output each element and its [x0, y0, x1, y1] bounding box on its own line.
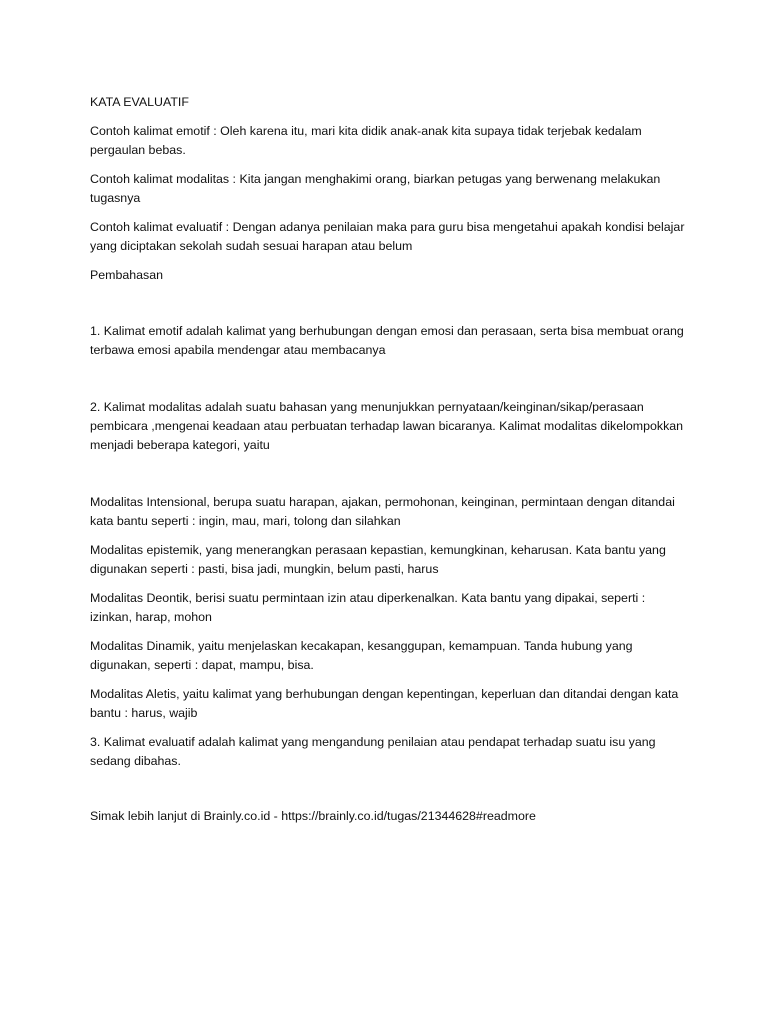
modalitas-deontik: Modalitas Deontik, berisi suatu permintaan izin atau diperkenalkan. Kata bantu yang dipakai, seperti : izinkan, harap, mohon: [90, 591, 646, 624]
modalitas-dinamik: Modalitas Dinamik, yaitu menjelaskan kecakapan, kesanggupan, kemampuan. Tanda hubung yang digunakan, seperti : dapat, mampu, bisa.: [90, 639, 633, 672]
document-title: KATA EVALUATIF: [90, 95, 189, 109]
point-2-modalitas: 2. Kalimat modalitas adalah suatu bahasan yang menunjukkan pernyataan/keinginan/sikap/perasaan pembicara ,mengenai keadaan atau perbuatan terhadap lawan bicaranya. Kalimat modalitas dikelompokkan menjadi beberapa kategori, yaitu: [90, 400, 684, 452]
point-1-emotif: 1. Kalimat emotif adalah kalimat yang berhubungan dengan emosi dan perasaan, serta bisa membuat orang terbawa emosi apabila mendengar atau membacanya: [90, 324, 684, 357]
example-evaluatif: Contoh kalimat evaluatif : Dengan adanya penilaian maka para guru bisa mengetahui apakah kondisi belajar yang diciptakan sekolah sudah sesuai harapan atau belum: [90, 220, 685, 253]
modalitas-epistemik: Modalitas epistemik, yang menerangkan perasaan kepastian, kemungkinan, keharusan. Kata bantu yang digunakan seperti : pasti, bisa jadi, mungkin, belum pasti, harus: [90, 543, 666, 576]
modalitas-intensional: Modalitas Intensional, berupa suatu harapan, ajakan, permohonan, keinginan, permintaan dengan ditandai kata bantu seperti : ingin, mau, mari, tolong dan silahkan: [90, 495, 675, 528]
modalitas-aletis: Modalitas Aletis, yaitu kalimat yang berhubungan dengan kepentingan, keperluan dan ditandai dengan kata bantu : harus, wajib: [90, 687, 679, 720]
example-emotif: Contoh kalimat emotif : Oleh karena itu, mari kita didik anak-anak kita supaya tidak terjebak kedalam pergaulan bebas.: [90, 124, 642, 157]
example-modalitas: Contoh kalimat modalitas : Kita jangan menghakimi orang, biarkan petugas yang berwenang melakukan tugasnya: [90, 172, 661, 205]
point-3-evaluatif: 3. Kalimat evaluatif adalah kalimat yang mengandung penilaian atau pendapat terhadap suatu isu yang sedang dibahas.: [90, 735, 656, 768]
source-link-text: Simak lebih lanjut di Brainly.co.id - https://brainly.co.id/tugas/21344628#readmore: [90, 809, 536, 823]
document-content: [90, 93, 690, 826]
section-heading-pembahasan: Pembahasan: [90, 268, 164, 282]
